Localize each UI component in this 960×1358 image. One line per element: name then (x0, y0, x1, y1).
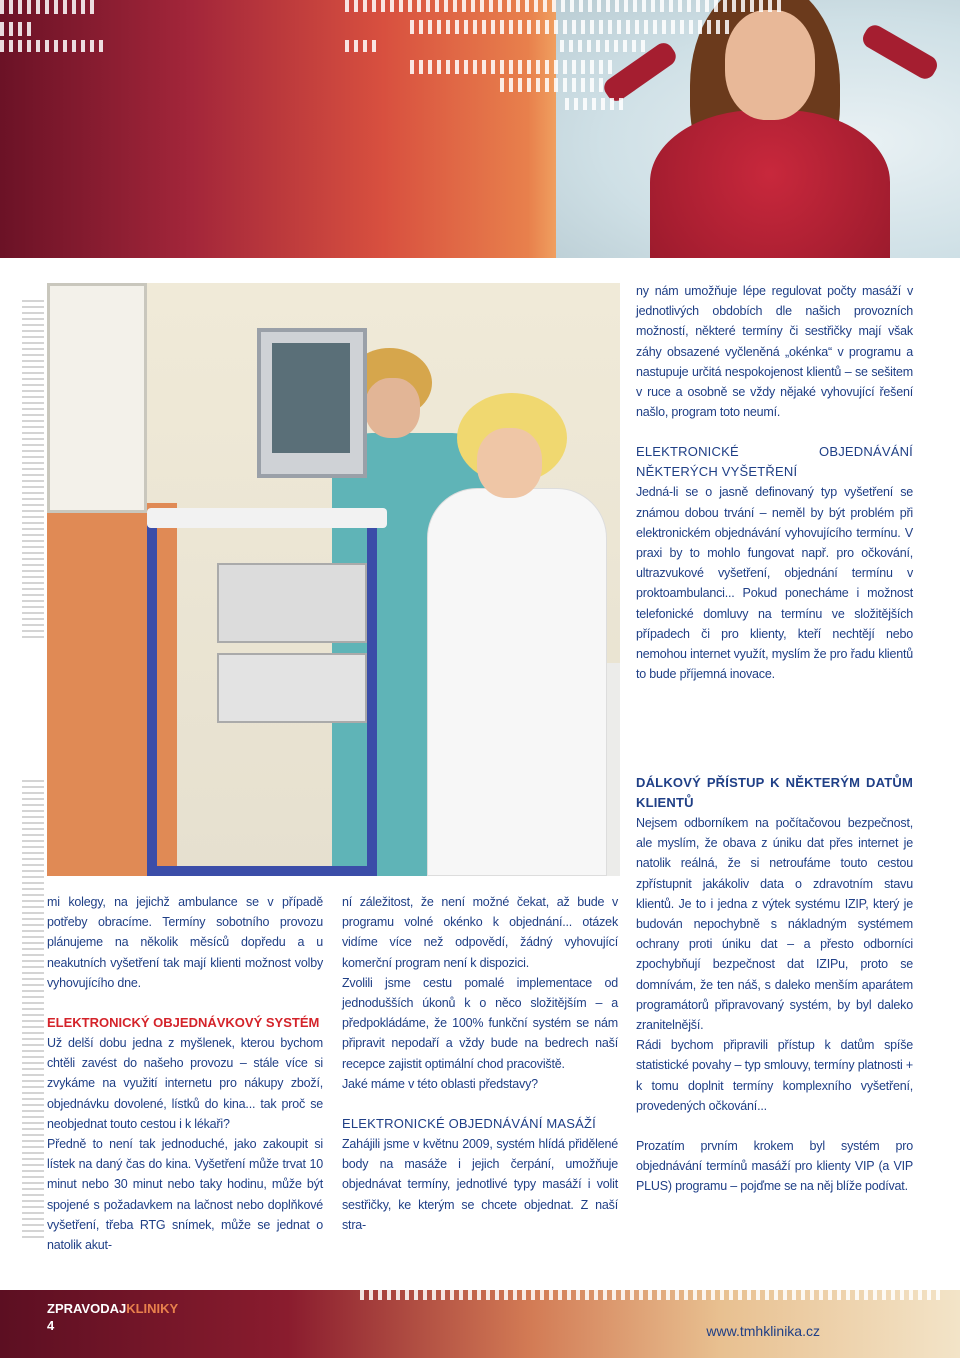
section-heading: DÁLKOVÝ PŘÍSTUP K NĚKTERÝM DATŮM KLIENTŮ (636, 775, 913, 810)
banner-photo-face (725, 10, 815, 120)
photo-lightbox (47, 283, 147, 513)
photo-nurse-face (477, 428, 542, 498)
footer-bars (360, 1290, 940, 1300)
banner-bars (345, 40, 376, 52)
photo-device (217, 563, 367, 643)
photo-device (217, 653, 367, 723)
article-column-middle (342, 892, 618, 1235)
photo-nurse-body (427, 488, 607, 876)
side-hatch-decoration (22, 300, 44, 640)
paragraph: Rádi bychom připravili přístup k datům spíše statistické povahy – typ smlouvy, termíny platnosti + k tomu doplnit termíny komplexního vyšetření, provedených očkování... (636, 1038, 913, 1113)
banner-bars (0, 40, 103, 52)
banner-bars (500, 78, 603, 92)
section-heading: ELEKTRONICKÉ OBJEDNÁVÁNÍ NĚKTERÝCH VYŠETŘENÍ (636, 444, 913, 480)
section-heading: ELEKTRONICKÉ OBJEDNÁVÁNÍ MASÁŽÍ (342, 1116, 596, 1132)
banner-bars (410, 60, 612, 74)
footer-brand (47, 1301, 178, 1316)
paragraph: Prozatím prvním krokem byl systém pro objednávání termínů masáží pro klienty VIP (a VIP PLUS) programu – pojďme se na něj blíže podívat. (636, 1139, 913, 1194)
banner-bars (345, 0, 781, 12)
banner-bars (410, 20, 729, 34)
website-link[interactable]: www.tmhklinika.cz (706, 1323, 820, 1339)
paragraph: ní záležitost, že není možné čekat, až bude v programu volné okénko k objednání... otázek vidíme více než odpovědí, žádný vyhovující komerční program není k dispozici. (342, 895, 618, 970)
photo-cart-top (147, 508, 387, 528)
brand-part-2: KLINIKY (126, 1301, 179, 1316)
photo-nurse-face (365, 378, 420, 438)
paragraph: Už delší dobu jedna z myšlenek, kterou bychom chtěli zavést do našeho provozu – stále více si zvykáme na využití internetu pro nákupy zboží, objednávku dovolené, lístků do kina... tak proč se neobjednat touto cestou i k lékaři? (47, 1036, 323, 1131)
article-column-right-bottom (636, 773, 913, 1197)
paragraph: Nejsem odborníkem na počítačovou bezpečnost, ale myslím, že obava z úniku dat přes internet je natolik reálná, že si netroufáme touto cestou zpřístupnit jakákoliv data o zdravotním stavu klientů. Je to i jedna z výtek systému IZIP, který je budován nepochybně s nákladným systémem ochrany proti úniku dat – a přesto odborníci zpochybňují bezpečnost dat IZIPu, proto se domnívám, že ten náš, s daleko menším aparátem programátorů připravovaný systém, by byl daleko zranitelnější. (636, 816, 913, 1033)
page-number: 4 (47, 1318, 55, 1333)
paragraph: ny nám umožňuje lépe regulovat počty masáží v jednotlivých obdobích dle našich provozních možností, některé termíny či sestřičky mají však záhy obsazené vyčleněná „okénka“ v programu a nastupuje určitá nespokojenost klientů – se sešitem v ruce a osobně se vždy nějaké vyhovující řešení našlo, program toto neumí. (636, 284, 913, 420)
article-column-right-top (636, 281, 913, 684)
brand-part-1: ZPRAVODAJ (47, 1301, 127, 1316)
side-hatch-decoration (22, 780, 44, 1240)
banner-bars (0, 0, 94, 14)
section-heading: ELEKTRONICKÝ OBJEDNÁVKOVÝ SYSTÉM (47, 1015, 320, 1031)
paragraph: Předně to není tak jednoduché, jako zakoupit si lístek na daný čas do kina. Vyšetření může trvat 10 minut nebo 30 minut nebo taky hodinu, může být spojené s požadavkem na lačnost nebo doplňkové vyšetření, třeba RTG snímek, může se jednat o natolik akut- (47, 1137, 323, 1253)
clinic-photo (47, 283, 620, 876)
paragraph: mi kolegy, na jejichž ambulance se v případě potřeby obracíme. Termíny sobotního provozu plánujeme na několik měsíců dopředu a u neakutních vyšetření tak mají klienti možnost volby vyhovujícího dne. (47, 895, 323, 990)
top-banner (0, 0, 960, 258)
photo-monitor-screen (272, 343, 350, 453)
banner-bars (560, 40, 645, 52)
paragraph: Jedná-li se o jasně definovaný typ vyšetření se známou dobou trvání – neměl by být problém při elektronickém objednávání vyhovujícího termínu. V praxi by to mohlo fungovat např. pro očkování, ultrazvukové vyšetření, objednání termínu v proktoambulanci... Pokud ponecháme i možnost telefonické domluvy na termínu ve složitějších případech či pro klienty, kteří nechtějí nebo nemohou internet využít, myslím že pro řadu klientů to bude příjemná inovace. (636, 485, 913, 682)
article-column-left (47, 892, 323, 1255)
banner-photo-sweater (650, 110, 890, 258)
paragraph: Zahájili jsme v květnu 2009, systém hlídá přidělené body na masáže i jejich čerpání, umožňuje objednávat termíny, jednotlivé typy masáží i volit sestřičky, ke kterým se chcete objednat. Z naší stra- (342, 1137, 618, 1232)
banner-bars (565, 98, 623, 110)
paragraph: Jaké máme v této oblasti představy? (342, 1076, 538, 1091)
paragraph: Zvolili jsme cestu pomalé implementace od jednodušších úkonů k o něco složitějším – a předpokládáme, že 100% funkční systém se nám připravit nepodaří a vždy bude na bedrech naší recepce zajistit optimální chod pracoviště. (342, 975, 618, 1071)
banner-bars (0, 22, 31, 36)
